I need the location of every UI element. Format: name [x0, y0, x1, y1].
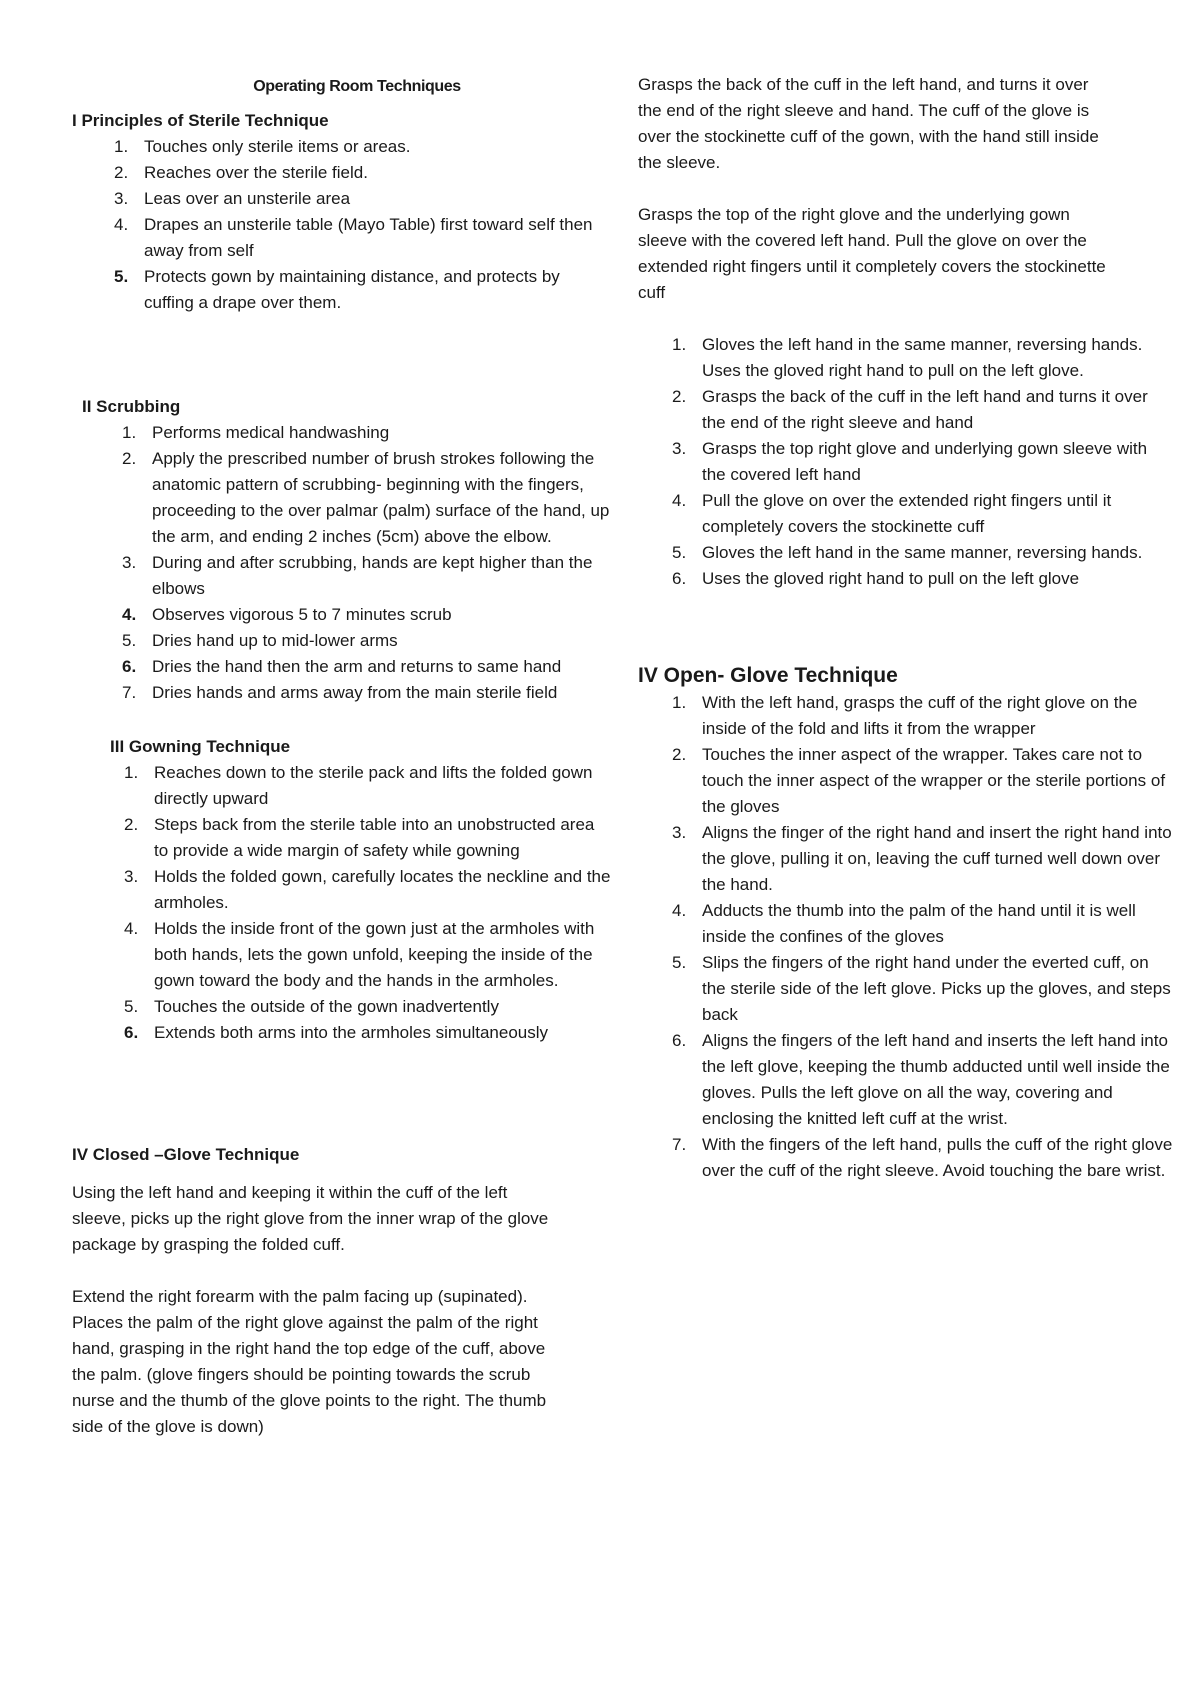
list-item — [80, 550, 612, 602]
section-heading-scrubbing: II Scrubbing — [82, 397, 181, 416]
list-item-number: 6. — [672, 569, 687, 588]
list-item-number: 4. — [124, 919, 139, 938]
list-item — [82, 1020, 612, 1046]
list-item-text: Slips the fingers of the right hand under the everted cuff, on the sterile side of the left glove. Picks up the gloves, and steps back — [702, 953, 1171, 1024]
list-item-text: Touches the outside of the gown inadvertently — [154, 997, 499, 1016]
list-item-number: 1. — [672, 335, 687, 354]
list-item-number: 5. — [114, 267, 129, 286]
list-item-number: 5. — [672, 953, 687, 972]
list-item — [630, 332, 1173, 384]
list-item — [630, 384, 1173, 436]
list-item — [82, 864, 612, 916]
list-item — [82, 760, 612, 812]
list-item-number: 7. — [122, 683, 137, 702]
list-item-number: 6. — [124, 1023, 139, 1042]
list-item — [72, 186, 612, 212]
section-heading-gowning: III Gowning Technique — [110, 737, 291, 756]
list-item-number: 1. — [114, 137, 129, 156]
list-item-number: 5. — [672, 543, 687, 562]
list-item-text: Dries hands and arms away from the main sterile field — [152, 683, 558, 702]
list-item-text: Dries the hand then the arm and returns to same hand — [152, 657, 562, 676]
list-item-text: Extends both arms into the armholes simultaneously — [154, 1023, 549, 1042]
list-item-text: Grasps the back of the cuff in the left hand and turns it over the end of the right sleeve and hand — [702, 387, 1148, 432]
list-item-number: 3. — [114, 189, 129, 208]
list-item-number: 3. — [672, 823, 687, 842]
list-item — [630, 820, 1173, 898]
list-item-text: With the fingers of the left hand, pulls the cuff of the right glove over the cuff of the right sleeve. Avoid touching the bare wrist. — [702, 1135, 1173, 1180]
list-item-text: Gloves the left hand in the same manner, reversing hands. Uses the gloved right hand to pull on the left glove. — [702, 335, 1143, 380]
list-item — [80, 420, 612, 446]
right-column — [638, 72, 1173, 1184]
list-item-text: Gloves the left hand in the same manner, reversing hands. — [702, 543, 1143, 562]
list-item — [80, 654, 612, 680]
list-item-text: Reaches over the sterile field. — [144, 163, 368, 182]
list-item — [630, 742, 1173, 820]
list-item — [72, 264, 612, 316]
list-item — [80, 446, 612, 550]
list-item — [80, 680, 612, 706]
list-item-text: Aligns the fingers of the left hand and inserts the left hand into the left glove, keeping the thumb adducted until well inside the gloves. Pulls the left glove on all the way, covering and enclosing the knitted left cuff at the wrist. — [702, 1031, 1170, 1128]
list-item-number: 2. — [124, 815, 139, 834]
list-item-number: 4. — [672, 901, 687, 920]
list-item-text: With the left hand, grasps the cuff of the right glove on the inside of the fold and lifts it from the wrapper — [702, 693, 1138, 738]
list-item — [630, 1028, 1173, 1132]
list-item-text: Leas over an unsterile area — [144, 189, 351, 208]
closed-glove-paragraph-1: Using the left hand and keeping it within the cuff of the left sleeve, picks up the right glove from the inner wrap of the glove package by grasping the folded cuff. — [72, 1183, 549, 1254]
scrubbing-list — [72, 420, 612, 706]
list-item-text: Dries hand up to mid-lower arms — [152, 631, 398, 650]
list-item-number: 2. — [122, 449, 137, 468]
list-item-text: Grasps the top right glove and underlying gown sleeve with the covered left hand — [702, 439, 1148, 484]
list-item-text: Touches only sterile items or areas. — [144, 137, 411, 156]
list-item-number: 2. — [114, 163, 129, 182]
list-item-text: Touches the inner aspect of the wrapper. Takes care not to touch the inner aspect of the wrapper or the sterile portions of the gloves — [702, 745, 1166, 816]
list-item-text: Pull the glove on over the extended right fingers until it completely covers the stockinette cuff — [702, 491, 1112, 536]
list-item-number: 5. — [124, 997, 139, 1016]
list-item-number: 2. — [672, 387, 687, 406]
list-item-number: 6. — [672, 1031, 687, 1050]
list-item-text: Adducts the thumb into the palm of the hand until it is well inside the confines of the gloves — [702, 901, 1136, 946]
list-item — [630, 488, 1173, 540]
gowning-list — [72, 760, 612, 1046]
list-item-number: 3. — [124, 867, 139, 886]
list-item — [630, 950, 1173, 1028]
list-item — [80, 628, 612, 654]
list-item-text: Steps back from the sterile table into an unobstructed area to provide a wide margin of safety while gowning — [154, 815, 595, 860]
list-item — [72, 212, 612, 264]
list-item — [630, 540, 1173, 566]
list-item-text: Holds the folded gown, carefully locates the neckline and the armholes. — [154, 867, 611, 912]
list-item — [82, 994, 612, 1020]
list-item-number: 4. — [122, 605, 137, 624]
list-item-text: Aligns the finger of the right hand and insert the right hand into the glove, pulling it on, leaving the cuff turned well down over the hand. — [702, 823, 1172, 894]
section-heading-principles: I Principles of Sterile Technique — [72, 111, 329, 130]
left-column — [72, 74, 612, 1440]
list-item — [630, 566, 1173, 592]
section-heading-closed-glove: IV Closed –Glove Technique — [72, 1145, 300, 1164]
list-item-text: Protects gown by maintaining distance, and protects by cuffing a drape over them. — [144, 267, 560, 312]
list-item-text: Holds the inside front of the gown just at the armholes with both hands, lets the gown unfold, keeping the inside of the gown toward the body and the hands in the armholes. — [154, 919, 595, 990]
list-item-number: 4. — [672, 491, 687, 510]
list-item-number: 3. — [672, 439, 687, 458]
list-item-number: 6. — [122, 657, 137, 676]
list-item — [82, 812, 612, 864]
list-item — [630, 1132, 1173, 1184]
list-item-number: 7. — [672, 1135, 687, 1154]
open-glove-list — [630, 690, 1173, 1184]
list-item-number: 5. — [122, 631, 137, 650]
list-item-number: 1. — [672, 693, 687, 712]
list-item-text: Apply the prescribed number of brush strokes following the anatomic pattern of scrubbing- beginning with the fingers, proceeding to the over palmar (palm) surface of the hand, up the arm, and ending 2 inches (5cm) above the elbow. — [152, 449, 610, 546]
closed-glove-paragraph-4: Grasps the top of the right glove and the underlying gown sleeve with the covered left hand. Pull the glove on over the extended right fingers until it completely covers the stockinette cuff — [638, 205, 1106, 302]
document-title: Operating Room Techniques — [253, 78, 461, 95]
list-item-number: 1. — [124, 763, 139, 782]
list-item-number: 1. — [122, 423, 137, 442]
closed-glove-steps-list — [630, 332, 1173, 592]
list-item-text: During and after scrubbing, hands are kept higher than the elbows — [152, 553, 593, 598]
closed-glove-paragraph-3: Grasps the back of the cuff in the left hand, and turns it over the end of the right sleeve and hand. The cuff of the glove is over the stockinette cuff of the gown, with the hand still inside the sleeve. — [638, 75, 1099, 172]
list-item — [630, 898, 1173, 950]
list-item-text: Reaches down to the sterile pack and lifts the folded gown directly upward — [154, 763, 593, 808]
list-item-text: Performs medical handwashing — [152, 423, 390, 442]
list-item — [72, 160, 612, 186]
list-item-text: Uses the gloved right hand to pull on the left glove — [702, 569, 1080, 588]
list-item-number: 3. — [122, 553, 137, 572]
principles-list — [72, 134, 612, 316]
list-item-number: 2. — [672, 745, 687, 764]
list-item — [80, 602, 612, 628]
list-item — [82, 916, 612, 994]
list-item — [630, 690, 1173, 742]
list-item-text: Observes vigorous 5 to 7 minutes scrub — [152, 605, 452, 624]
list-item — [630, 436, 1173, 488]
list-item-number: 4. — [114, 215, 129, 234]
closed-glove-paragraph-2: Extend the right forearm with the palm facing up (supinated). Places the palm of the right glove against the palm of the right hand, grasping in the right hand the top edge of the cuff, above the palm. (glove fingers should be pointing towards the scrub nurse and the thumb of the glove points to the right. The thumb side of the glove is down) — [72, 1287, 547, 1436]
list-item — [72, 134, 612, 160]
list-item-text: Drapes an unsterile table (Mayo Table) first toward self then away from self — [144, 215, 593, 260]
section-heading-open-glove: IV Open- Glove Technique — [638, 664, 898, 687]
